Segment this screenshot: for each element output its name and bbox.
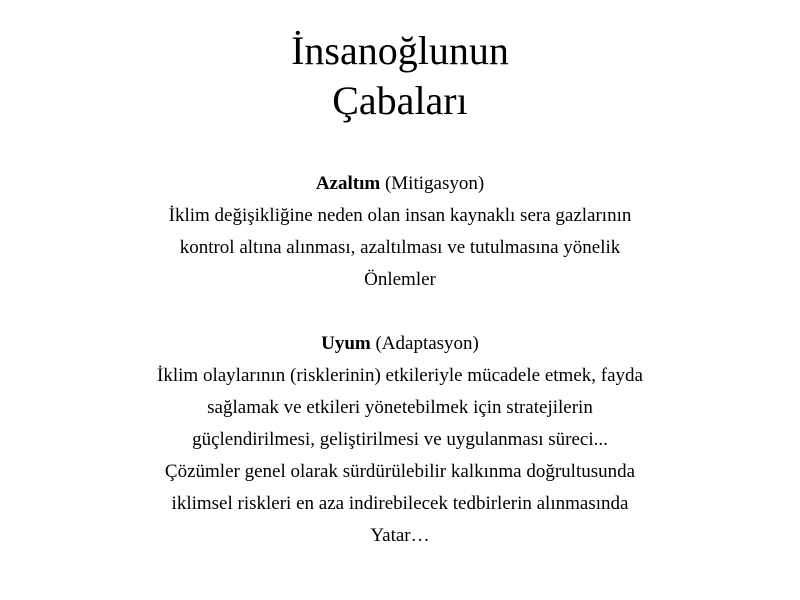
mitigation-section <box>60 168 740 296</box>
mitigation-term: Azaltım <box>315 173 381 194</box>
mitigation-text-line: İklim değişikliğine neden olan insan kaynaklı sera gazlarının <box>168 205 632 226</box>
mitigation-text-line: Önlemler <box>364 269 436 290</box>
slide-title-line-1: İnsanoğlunun <box>291 28 509 73</box>
mitigation-text-line: kontrol altına alınması, azaltılması ve tutulmasına yönelik <box>179 237 621 258</box>
adaptation-heading <box>60 328 740 360</box>
adaptation-section <box>60 328 740 552</box>
adaptation-text-line: iklimsel riskleri en aza indirebilecek tedbirlerin alınmasında <box>171 493 629 514</box>
section-spacer <box>60 296 740 328</box>
slide-title-line-2: Çabaları <box>332 78 468 123</box>
adaptation-text-line: Çözümler genel olarak sürdürülebilir kalkınma doğrultusunda <box>164 461 636 482</box>
mitigation-heading <box>60 168 740 200</box>
adaptation-text-line: güçlendirilmesi, geliştirilmesi ve uygulanması süreci... <box>192 429 608 450</box>
slide-title <box>0 26 800 126</box>
adaptation-subterm: (Adaptasyon) <box>375 333 479 354</box>
mitigation-subterm: (Mitigasyon) <box>384 173 485 194</box>
adaptation-term: Uyum <box>321 333 371 354</box>
adaptation-text-line: sağlamak ve etkileri yönetebilmek için stratejilerin <box>207 397 593 418</box>
adaptation-text-line: İklim olaylarının (risklerinin) etkileriyle mücadele etmek, fayda <box>157 365 643 386</box>
slide-body <box>60 168 740 552</box>
adaptation-text-line: Yatar… <box>370 525 430 546</box>
